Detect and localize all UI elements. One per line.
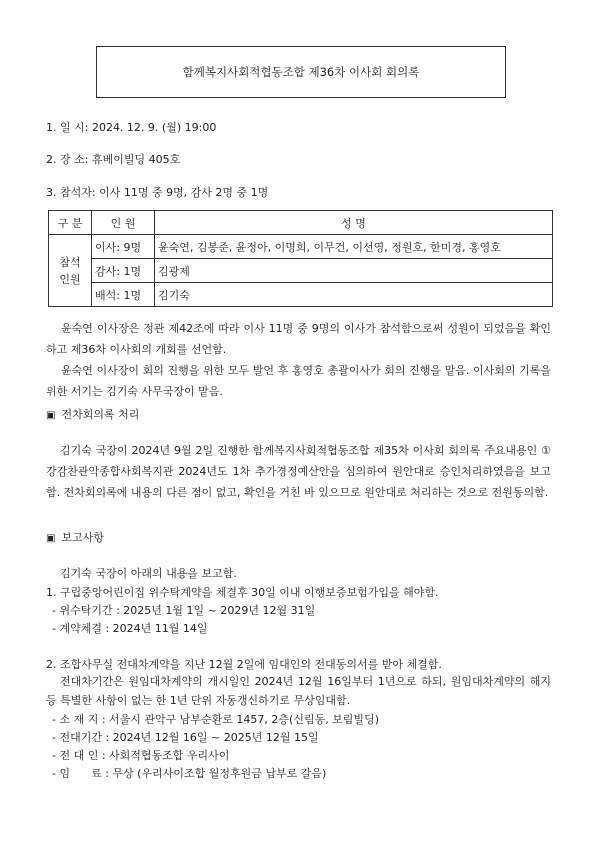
row-count: 감사: 1명 (92, 259, 155, 283)
meeting-date: 1. 일 시: 2024. 12. 9. (월) 19:00 (46, 121, 217, 134)
report-intro: 김기숙 국장이 아래의 내용을 보고함. (60, 567, 237, 580)
group-label (49, 235, 92, 307)
report-item-2-detail: - 전 대 인 : 사회적협동조합 우리사이 (52, 749, 230, 762)
document-title: 함께복지사회적협동조합 제36차 이사회 회의록 (182, 65, 420, 79)
header-category: 구 분 (49, 211, 92, 235)
header-count: 인 원 (92, 211, 155, 235)
group-label-line1: 참석 (59, 255, 81, 269)
square-bullet-icon: ▣ (46, 410, 56, 421)
attendance-table (48, 210, 553, 307)
meeting-place: 2. 장 소: 휴베이빌딩 405호 (46, 153, 181, 166)
report-item-1-detail: - 위수탁기간 : 2025년 1월 1일 ~ 2029년 12월 31일 (52, 604, 316, 617)
report-item-1-title: 1. 구립중앙어린이집 위수탁계약을 체결후 30일 이내 이행보증보험가입을 해야함. (46, 586, 439, 599)
row-names: 김광제 (155, 259, 553, 283)
report-item-2-detail: - 전대기간 : 2024년 12월 16일 ~ 2025년 12월 15일 (52, 731, 319, 744)
section-heading-previous-minutes (46, 407, 139, 424)
meeting-attendance: 3. 참석자: 이사 11명 중 9명, 감사 2명 중 1명 (46, 186, 269, 199)
table-header-row (49, 211, 553, 235)
row-names: 윤숙연, 김봉준, 윤정아, 이명희, 이무건, 이선영, 정원호, 한미경, 홍영호 (155, 235, 553, 259)
table-row (49, 283, 553, 307)
section-heading-report (46, 530, 104, 547)
opening-paragraph-1: 윤숙연 이사장은 정관 제42조에 따라 이사 11명 중 9명의 이사가 참석함으로써 성원이 되었음을 확인하고 제36차 이사회의 개회를 선언함. (46, 322, 551, 356)
previous-minutes-body: 김기숙 국장이 2024년 9월 2일 진행한 함께복지사회적협동조합 제35차 이사회 회의록 주요내용인 ① 강감찬관악종합사회복지관 2024년도 1차 추가경정예산안을 심의하여 원안대로 승인처리하였음을 보고함. 전차회의록에 내용의 다른 점이 없고, 확인을 거친 바 있으므로 원안대로 처리하는 것으로 전원동의함. (46, 444, 551, 499)
table-row (49, 235, 553, 259)
group-label-line2: 인원 (59, 272, 81, 286)
report-item-2-body: 전대차기간은 원임대차계약의 개시일인 2024년 12월 16일부터 1년으로 하되, 원임대차계약의 해지 등 특별한 사항이 없는 한 1년 단위 자동갱신하기로 무상임대함. (46, 675, 551, 707)
section-title: 보고사항 (61, 531, 104, 544)
document-title-box (96, 46, 506, 98)
report-item-1-detail: - 계약체결 : 2024년 11월 14일 (52, 622, 208, 635)
header-names: 성 명 (155, 211, 553, 235)
report-item-2-detail: - 임 료 : 무상 (우리사이조합 월정후원금 납부로 갈음) (52, 767, 327, 780)
opening-paragraph-2: 윤숙연 이사장이 회의 진행을 위한 모두 발언 후 홍영호 총괄이사가 회의 진행을 맡음. 이사회의 기록을 위한 서기는 김기숙 사무국장이 맡음. (46, 364, 551, 398)
row-count: 이사: 9명 (92, 235, 155, 259)
row-names: 김기숙 (155, 283, 553, 307)
report-item-2-detail: - 소 재 지 : 서울시 관악구 남부순환로 1457, 2층(신림동, 보림빌딩) (52, 713, 379, 726)
report-item-2-title: 2. 조합사무실 전대차계약을 지난 12월 2일에 임대인의 전대동의서를 받아 체결함. (46, 658, 442, 671)
row-count: 배석: 1명 (92, 283, 155, 307)
table-row (49, 259, 553, 283)
square-bullet-icon: ▣ (46, 533, 56, 544)
section-title: 전차회의록 처리 (61, 408, 140, 421)
